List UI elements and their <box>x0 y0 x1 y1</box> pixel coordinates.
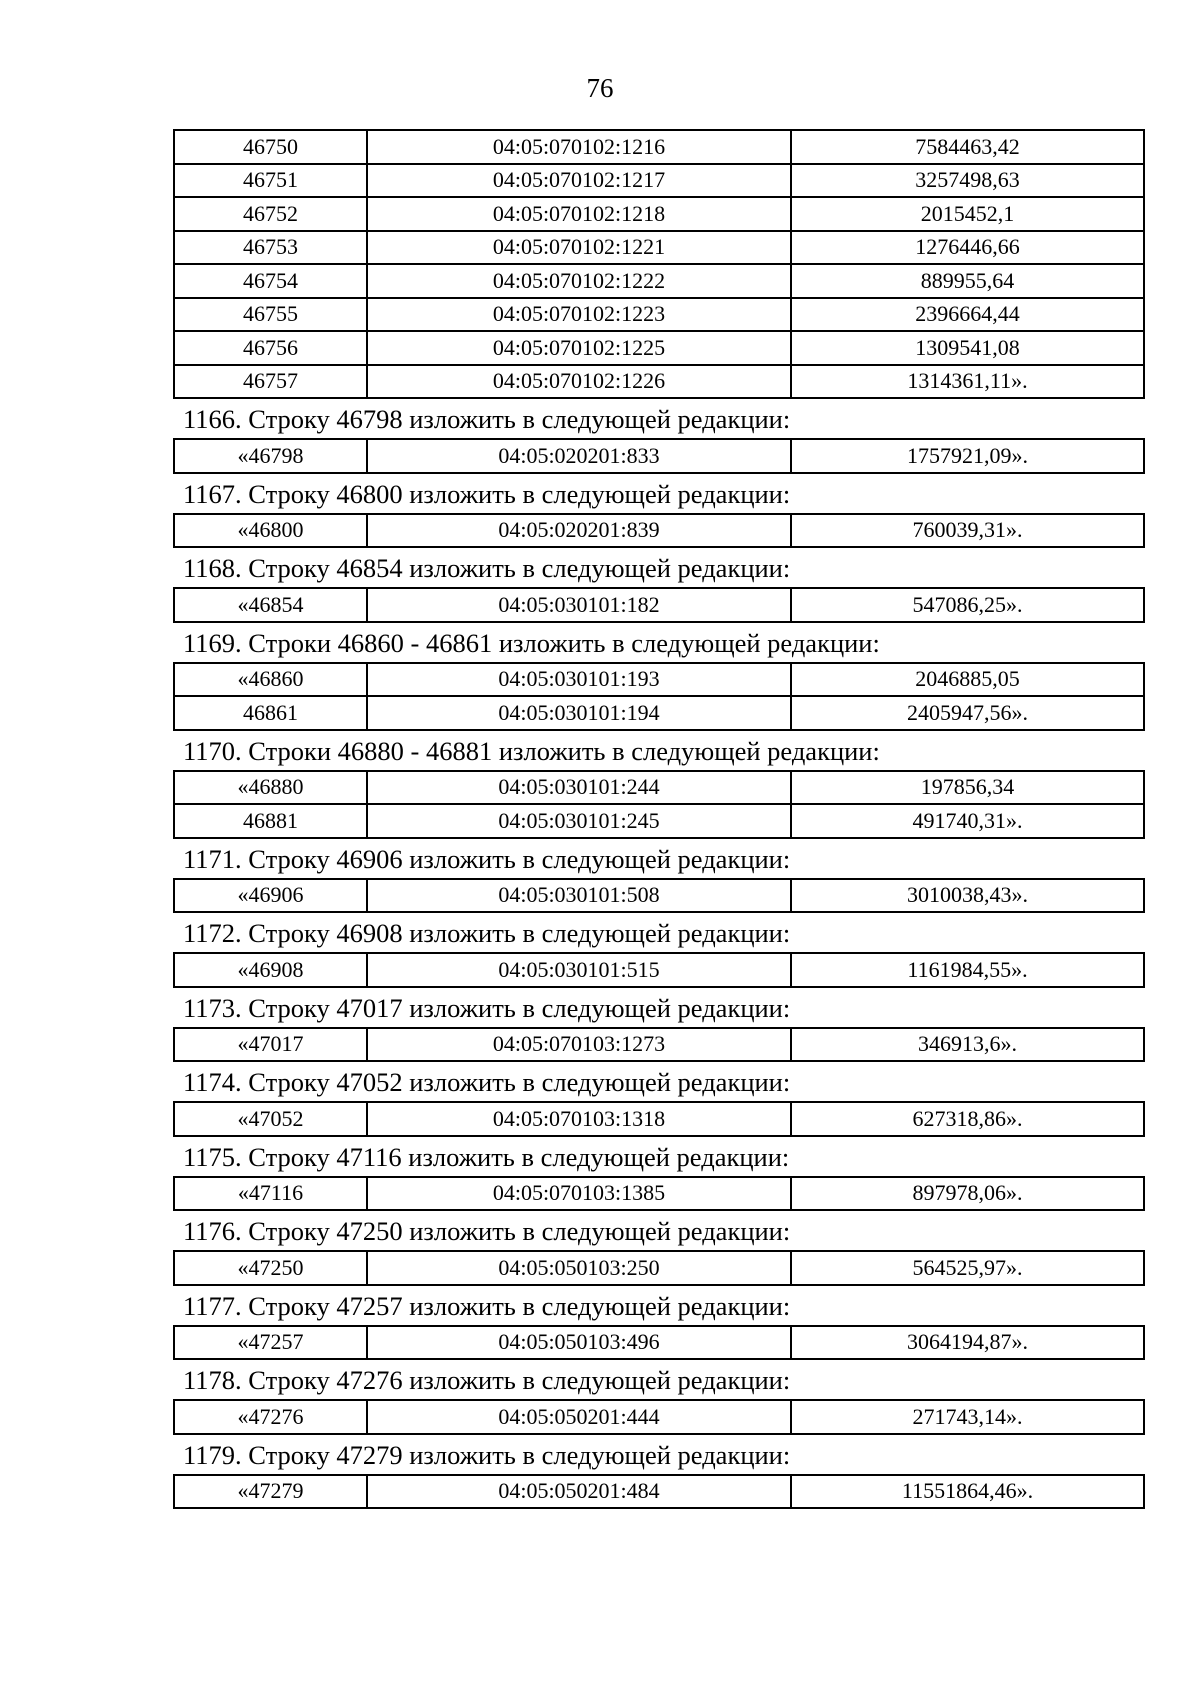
table-row <box>174 231 1144 265</box>
cadastral-number-cell: 04:05:070102:1218 <box>367 197 791 231</box>
cadastral-value-cell: 2015452,1 <box>791 197 1144 231</box>
cadastral-value-cell: 564525,97». <box>791 1251 1144 1285</box>
amendment-table <box>173 952 1145 988</box>
cadastral-number-cell: 04:05:050103:250 <box>367 1251 791 1285</box>
table-row <box>174 365 1144 399</box>
cadastral-value-cell: 627318,86». <box>791 1102 1144 1136</box>
table-row <box>174 879 1144 913</box>
amendment-table <box>173 438 1145 474</box>
cadastral-number-cell: 04:05:050201:484 <box>367 1475 791 1509</box>
row-number-cell: «46860 <box>174 663 367 697</box>
row-number-cell: 46755 <box>174 298 367 332</box>
cadastral-value-cell: 1309541,08 <box>791 331 1144 365</box>
cadastral-number-cell: 04:05:070102:1222 <box>367 264 791 298</box>
cadastral-value-cell: 3010038,43». <box>791 879 1144 913</box>
table-row <box>174 588 1144 622</box>
amendment-table <box>173 1101 1145 1137</box>
cadastral-value-cell: 1276446,66 <box>791 231 1144 265</box>
amendment-table <box>173 513 1145 549</box>
table-row <box>174 1400 1144 1434</box>
cadastral-number-cell: 04:05:070102:1221 <box>367 231 791 265</box>
cadastral-value-cell: 1161984,55». <box>791 953 1144 987</box>
amendment-instruction: 1172. Строку 46908 изложить в следующей редакции: <box>183 918 791 948</box>
table-row <box>174 264 1144 298</box>
cadastral-value-cell: 197856,34 <box>791 771 1144 805</box>
amendment-instruction: 1177. Строку 47257 изложить в следующей редакции: <box>183 1290 791 1321</box>
cadastral-value-cell: 491740,31». <box>791 804 1144 838</box>
row-number-cell: «46854 <box>174 588 367 622</box>
amendment-instruction: 1169. Строки 46860 - 46861 изложить в следующей редакции: <box>183 627 880 658</box>
amendment-table <box>173 1325 1145 1361</box>
amendment-instruction: 1170. Строки 46880 - 46881 изложить в следующей редакции: <box>183 735 880 766</box>
cadastral-number-cell: 04:05:030101:182 <box>367 588 791 622</box>
cadastral-number-cell: 04:05:070102:1217 <box>367 164 791 198</box>
row-number-cell: «46880 <box>174 771 367 805</box>
amendment-instruction: 1178. Строку 47276 изложить в следующей редакции: <box>183 1365 791 1395</box>
amendment-instruction: 1171. Строку 46906 изложить в следующей редакции: <box>183 843 791 874</box>
row-number-cell: «47017 <box>174 1028 367 1062</box>
row-number-cell: «46798 <box>174 439 367 473</box>
page-number: 76 <box>586 73 614 103</box>
cadastral-value-cell: 889955,64 <box>791 264 1144 298</box>
table-row <box>174 197 1144 231</box>
amendment-instruction: 1179. Строку 47279 изложить в следующей редакции: <box>183 1439 791 1470</box>
table-row <box>174 953 1144 987</box>
cadastral-value-cell: 1757921,09». <box>791 439 1144 473</box>
table-row <box>174 164 1144 198</box>
amendment-table <box>173 587 1145 623</box>
row-number-cell: 46881 <box>174 804 367 838</box>
amendment-table <box>173 1027 1145 1063</box>
row-number-cell: «47279 <box>174 1475 367 1509</box>
cadastral-number-cell: 04:05:050103:496 <box>367 1326 791 1360</box>
cadastral-number-cell: 04:05:030101:193 <box>367 663 791 697</box>
table-row <box>174 1475 1144 1509</box>
table-row <box>174 514 1144 548</box>
amendment-instruction: 1176. Строку 47250 изложить в следующей редакции: <box>183 1216 791 1246</box>
row-number-cell: «47257 <box>174 1326 367 1360</box>
cadastral-number-cell: 04:05:050201:444 <box>367 1400 791 1434</box>
cadastral-number-cell: 04:05:030101:244 <box>367 771 791 805</box>
row-number-cell: «46800 <box>174 514 367 548</box>
cadastral-number-cell: 04:05:070103:1318 <box>367 1102 791 1136</box>
cadastral-value-cell: 2396664,44 <box>791 298 1144 332</box>
amendment-table <box>173 1250 1145 1286</box>
cadastral-value-cell: 346913,6». <box>791 1028 1144 1062</box>
amendment-instruction: 1166. Строку 46798 изложить в следующей редакции: <box>183 404 791 434</box>
row-number-cell: «46908 <box>174 953 367 987</box>
cadastral-number-cell: 04:05:030101:194 <box>367 696 791 730</box>
row-number-cell: «46906 <box>174 879 367 913</box>
cadastral-number-cell: 04:05:070102:1225 <box>367 331 791 365</box>
row-number-cell: 46752 <box>174 197 367 231</box>
amendment-table <box>173 770 1145 839</box>
row-number-cell: «47052 <box>174 1102 367 1136</box>
table-row <box>174 696 1144 730</box>
cadastral-number-cell: 04:05:020201:839 <box>367 514 791 548</box>
cadastral-number-cell: 04:05:030101:508 <box>367 879 791 913</box>
cadastral-value-cell: 3257498,63 <box>791 164 1144 198</box>
cadastral-number-cell: 04:05:070103:1385 <box>367 1177 791 1211</box>
values-table <box>173 129 1145 399</box>
document-body <box>173 129 1143 1509</box>
cadastral-number-cell: 04:05:030101:245 <box>367 804 791 838</box>
row-number-cell: 46757 <box>174 365 367 399</box>
amendment-table <box>173 1474 1145 1510</box>
cadastral-value-cell: 2046885,05 <box>791 663 1144 697</box>
row-number-cell: 46750 <box>174 130 367 164</box>
table-row <box>174 771 1144 805</box>
cadastral-value-cell: 271743,14». <box>791 1400 1144 1434</box>
cadastral-value-cell: 2405947,56». <box>791 696 1144 730</box>
amendment-instruction: 1175. Строку 47116 изложить в следующей редакции: <box>183 1141 790 1172</box>
cadastral-value-cell: 547086,25». <box>791 588 1144 622</box>
amendment-instruction: 1168. Строку 46854 изложить в следующей редакции: <box>183 553 791 583</box>
cadastral-value-cell: 3064194,87». <box>791 1326 1144 1360</box>
amendment-table <box>173 662 1145 731</box>
row-number-cell: 46751 <box>174 164 367 198</box>
row-number-cell: «47116 <box>174 1177 367 1211</box>
table-row <box>174 130 1144 164</box>
table-row <box>174 804 1144 838</box>
cadastral-number-cell: 04:05:070102:1223 <box>367 298 791 332</box>
cadastral-value-cell: 1314361,11». <box>791 365 1144 399</box>
cadastral-value-cell: 760039,31». <box>791 514 1144 548</box>
row-number-cell: 46753 <box>174 231 367 265</box>
cadastral-number-cell: 04:05:070103:1273 <box>367 1028 791 1062</box>
cadastral-number-cell: 04:05:030101:515 <box>367 953 791 987</box>
row-number-cell: «47276 <box>174 1400 367 1434</box>
table-row <box>174 331 1144 365</box>
cadastral-number-cell: 04:05:070102:1216 <box>367 130 791 164</box>
amendment-instruction: 1167. Строку 46800 изложить в следующей редакции: <box>183 478 791 509</box>
amendment-instruction: 1173. Строку 47017 изложить в следующей редакции: <box>183 992 791 1023</box>
cadastral-value-cell: 11551864,46». <box>791 1475 1144 1509</box>
row-number-cell: 46756 <box>174 331 367 365</box>
table-row <box>174 1028 1144 1062</box>
cadastral-number-cell: 04:05:020201:833 <box>367 439 791 473</box>
table-row <box>174 1326 1144 1360</box>
table-row <box>174 1102 1144 1136</box>
row-number-cell: 46861 <box>174 696 367 730</box>
table-row <box>174 1251 1144 1285</box>
amendment-table <box>173 1399 1145 1435</box>
amendment-table <box>173 878 1145 914</box>
row-number-cell: 46754 <box>174 264 367 298</box>
row-number-cell: «47250 <box>174 1251 367 1285</box>
cadastral-number-cell: 04:05:070102:1226 <box>367 365 791 399</box>
table-row <box>174 663 1144 697</box>
table-row <box>174 298 1144 332</box>
table-row <box>174 439 1144 473</box>
amendment-instruction: 1174. Строку 47052 изложить в следующей редакции: <box>183 1067 791 1097</box>
cadastral-value-cell: 897978,06». <box>791 1177 1144 1211</box>
cadastral-value-cell: 7584463,42 <box>791 130 1144 164</box>
amendment-table <box>173 1176 1145 1212</box>
table-row <box>174 1177 1144 1211</box>
